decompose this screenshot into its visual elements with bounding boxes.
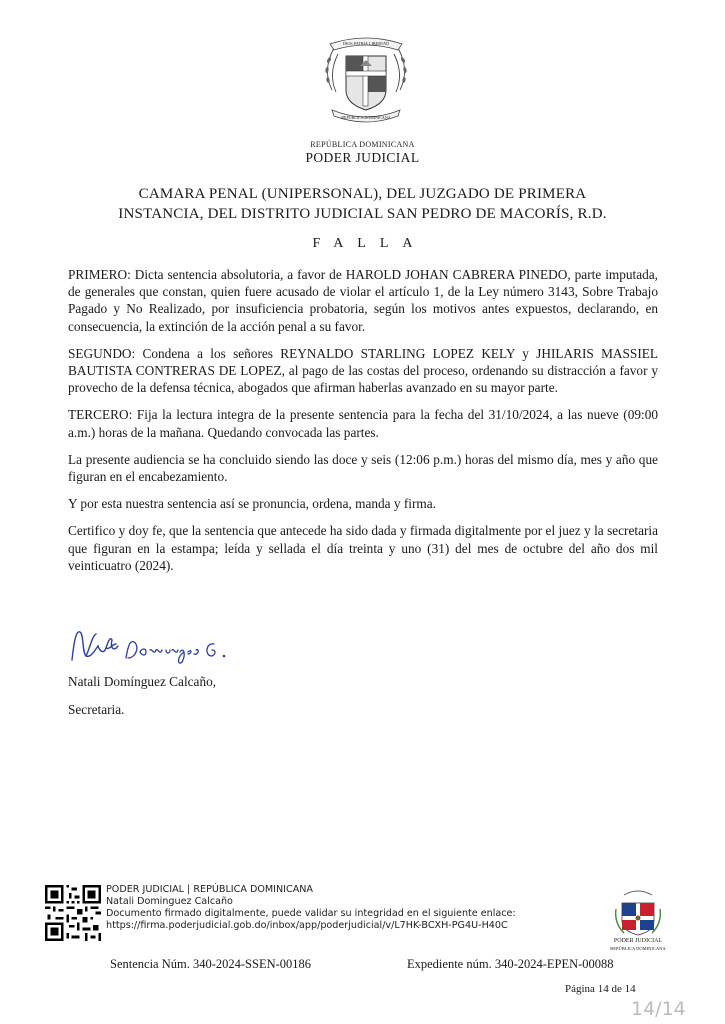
paragraph-tercero: TERCERO: Fija la lectura integra de la presente sentencia para la fecha del 31/10/2024, a las nueve (09:00 a.m.) horas de la mañana. Quedando convocada las partes.	[68, 407, 658, 440]
court-heading-line-2: INSTANCIA, DEL DISTRITO JUDICIAL SAN PEDRO DE MACORÍS, R.D.	[118, 206, 607, 222]
footer-institution: PODER JUDICIAL | REPÚBLICA DOMINICANA	[106, 884, 313, 895]
coat-of-arms-seal	[312, 30, 420, 130]
digital-signature-block	[106, 884, 516, 932]
footer-logo-title: PODER JUDICIAL	[613, 938, 663, 944]
seal-ribbon-text: DIOS PATRIA LIBERTAD	[342, 41, 390, 46]
court-heading	[60, 184, 665, 224]
handwritten-signature	[66, 622, 246, 670]
paragraph-certification: Certifico y doy fe, que la sentencia que antecede ha sido dada y firmada digitalmente por el juez y la secretaria que figuran en la estampa; leída y sellada el día treinta y uno (31) del mes de octubre del año dos mil veinticuatro (2024).	[68, 523, 658, 573]
paragraph-closing-time: La presente audiencia se ha concluido siendo las doce y seis (12:06 p.m.) horas del mismo día, mes y año que figuran en el encabezamiento.	[68, 451, 658, 485]
case-file-number: Expediente núm. 340-2024-EPEN-00088	[407, 957, 614, 971]
condemned-names: REYNALDO STARLING LOPEZ KELY y JHILARIS MASSIEL BAUTISTA CONTRERAS DE LOPEZ	[68, 345, 658, 379]
court-heading-line-1: CAMARA PENAL (UNIPERSONAL), DEL JUZGADO DE PRIMERA	[138, 186, 587, 202]
judicial-branch-label: PODER JUDICIAL	[305, 150, 420, 165]
footer-validation-link[interactable]: https://firma.poderjudicial.gob.do/inbox/app/poderjudicial/v/L7HK-BCXH-PG4U-H40C	[106, 920, 508, 931]
poder-judicial-logo-icon	[612, 889, 664, 937]
page-number: Página 14 de 14	[565, 983, 636, 995]
section-title: FALLA	[312, 236, 427, 251]
footer-validation-note: Documento firmado digitalmente, puede validar su integridad en el siguiente enlace:	[106, 908, 516, 919]
signer-name: Natali Domínguez Calcaño,	[68, 674, 217, 689]
qr-code[interactable]	[45, 885, 101, 941]
republic-label: REPÚBLICA DOMINICANA	[310, 140, 415, 149]
footer-signer: Natali Dominguez Calcaño	[106, 896, 233, 907]
paragraph-segundo: SEGUNDO: Condena a los señores REYNALDO STARLING LOPEZ KELY y JHILARIS MASSIEL BAUTISTA CONTRERAS DE LOPEZ, al pago de las costas del proceso, ordenando su distracción a favor y provecho de la defensa técnica, abogados que afirman haberlas avanzado en su mayor parte.	[68, 345, 658, 396]
acquitted-name: HAROLD JOHAN CABRERA PINEDO	[345, 267, 568, 282]
viewer-page-counter: 14/14	[631, 998, 686, 1020]
signature-script-text: Natali Domínguez C.	[66, 622, 75, 623]
signer-role: Secretaria.	[68, 702, 125, 717]
paragraph-pronouncement: Y por esta nuestra sentencia así se pronuncia, ordena, manda y firma.	[68, 496, 436, 512]
paragraph-primero: PRIMERO: Dicta sentencia absolutoria, a favor de HAROLD JOHAN CABRERA PINEDO, parte imputada, de generales que constan, quien fuere acusado de violar el artículo 1, de la Ley número 3143, Sobre Trabajo Pagado y No Realizado, por insuficiencia probatoria, según los motivos antes expuestos, declarando, en consecuencia, la extinción de la acción penal a su favor.	[68, 267, 658, 334]
sentence-number: Sentencia Núm. 340-2024-SSEN-00186	[110, 957, 312, 971]
seal-base-text: REPÚBLICA DOMINICANA	[341, 115, 391, 120]
ruling-body	[68, 266, 658, 584]
footer-logo-caption	[600, 938, 676, 952]
footer-logo-subtitle: REPÚBLICA DOMINICANA	[610, 946, 666, 951]
